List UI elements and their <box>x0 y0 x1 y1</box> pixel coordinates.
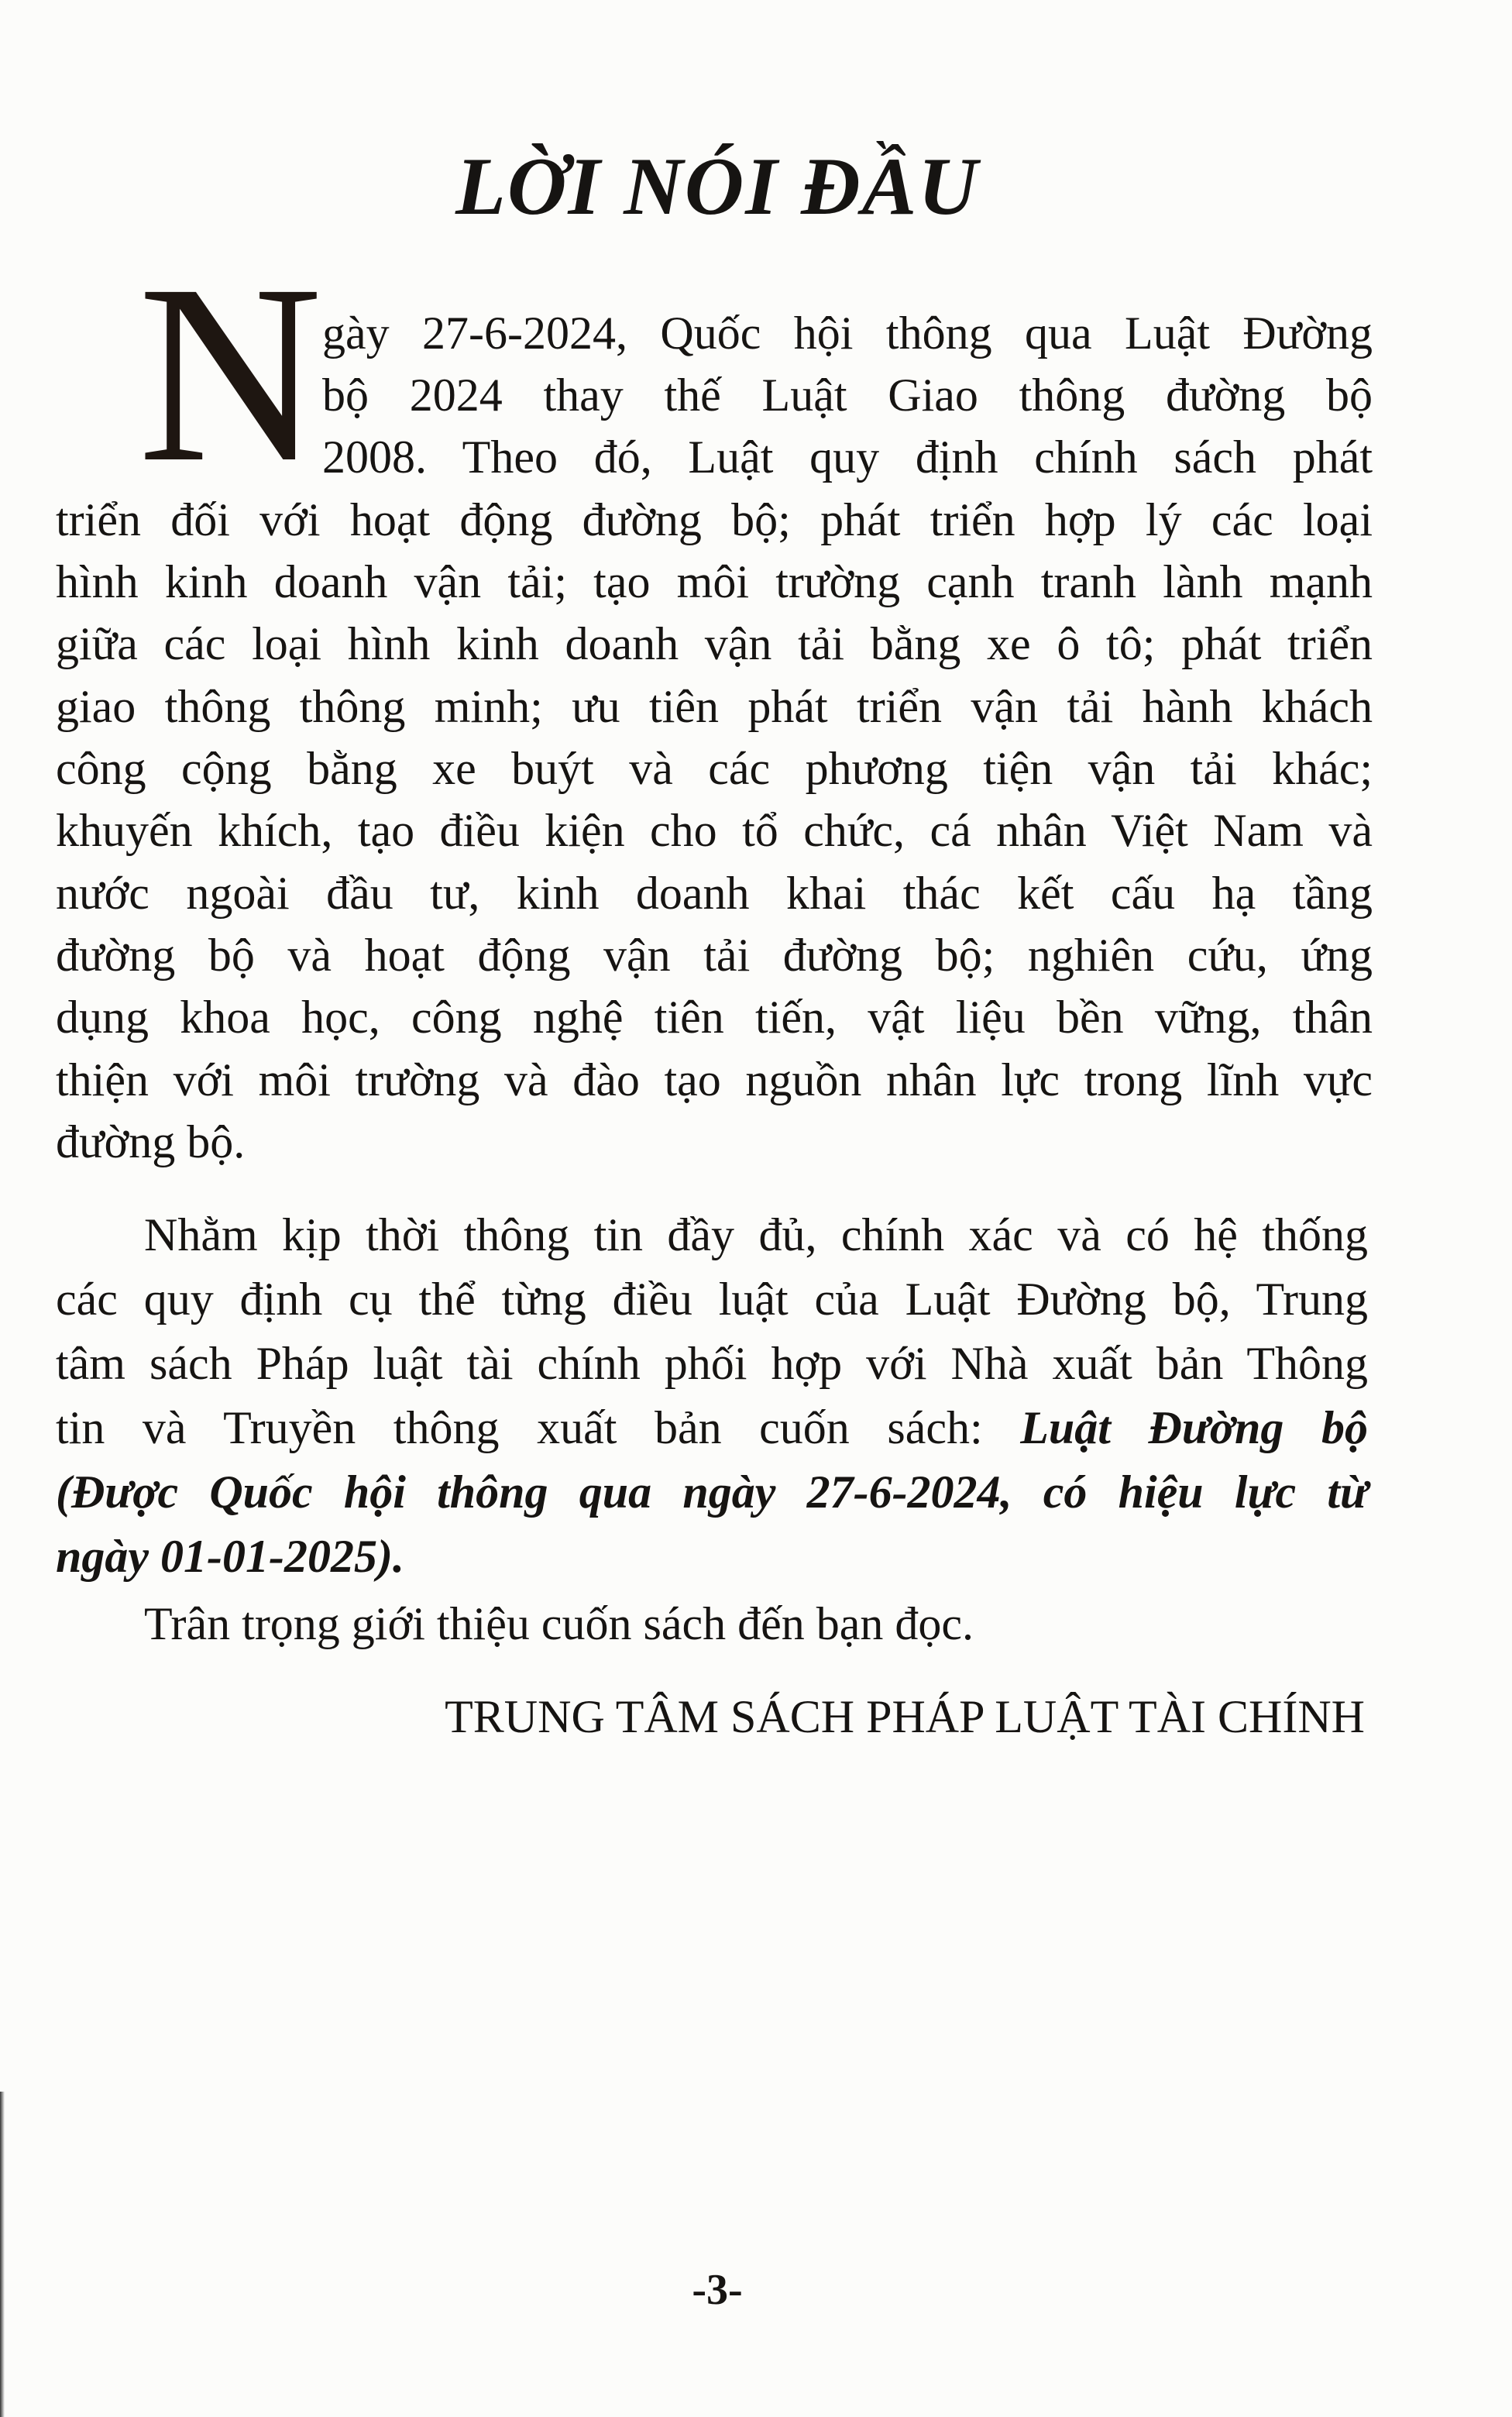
text-line: đường bộ. <box>56 1116 246 1167</box>
text-line: tâm sách Pháp luật tài chính phối hợp với Nhà xuất bản Thông <box>56 1338 1368 1389</box>
text-segment: tin và Truyền thông xuất bản cuốn sách: <box>56 1402 1021 1453</box>
page-title: LỜI NÓI ĐẦU <box>455 141 979 232</box>
text-line: gày 27-6-2024, Quốc hội thông qua Luật Đường <box>322 308 1373 359</box>
text-line: 2008. Theo đó, Luật quy định chính sách phát <box>322 431 1373 483</box>
drop-cap: N <box>138 232 323 515</box>
book-title-segment: Luật Đường bộ <box>1020 1402 1368 1453</box>
text-line: công cộng bằng xe buýt và các phương tiện vận tải khác; <box>56 743 1373 794</box>
text-line: các quy định cụ thể từng điều luật của Luật Đường bộ, Trung <box>56 1274 1368 1325</box>
book-title-line: (Được Quốc hội thông qua ngày 27-6-2024, có hiệu lực từ <box>56 1466 1368 1518</box>
text-line: dụng khoa học, công nghệ tiên tiến, vật liệu bền vững, thân <box>56 992 1373 1043</box>
text-line: giao thông thông minh; ưu tiên phát triển vận tải hành khách <box>56 681 1373 732</box>
book-title-line: ngày 01-01-2025). <box>56 1531 404 1582</box>
text-line: hình kinh doanh vận tải; tạo môi trường cạnh tranh lành mạnh <box>56 556 1373 607</box>
text-line: thiện với môi trường và đào tạo nguồn nhân lực trong lĩnh vực <box>56 1054 1373 1105</box>
text-line: nước ngoài đầu tư, kinh doanh khai thác kết cấu hạ tầng <box>56 868 1373 919</box>
paragraph-3: Trân trọng giới thiệu cuốn sách đến bạn đọc. <box>144 1598 974 1649</box>
page-number: -3- <box>692 2266 743 2314</box>
text-line: Nhằm kịp thời thông tin đầy đủ, chính xác và có hệ thống <box>144 1209 1368 1260</box>
text-line <box>56 1397 1368 1459</box>
signature: TRUNG TÂM SÁCH PHÁP LUẬT TÀI CHÍNH <box>445 1691 1365 1742</box>
text-line: bộ 2024 thay thế Luật Giao thông đường bộ <box>322 370 1373 421</box>
text-line: khuyến khích, tạo điều kiện cho tổ chức, cá nhân Việt Nam và <box>56 805 1373 856</box>
text-line: đường bộ và hoạt động vận tải đường bộ; nghiên cứu, ứng <box>56 930 1373 981</box>
page-edge-shadow <box>0 2092 5 2417</box>
text-line: giữa các loại hình kinh doanh vận tải bằng xe ô tô; phát triển <box>56 618 1373 669</box>
text-line: triển đối với hoạt động đường bộ; phát triển hợp lý các loại <box>56 494 1373 545</box>
